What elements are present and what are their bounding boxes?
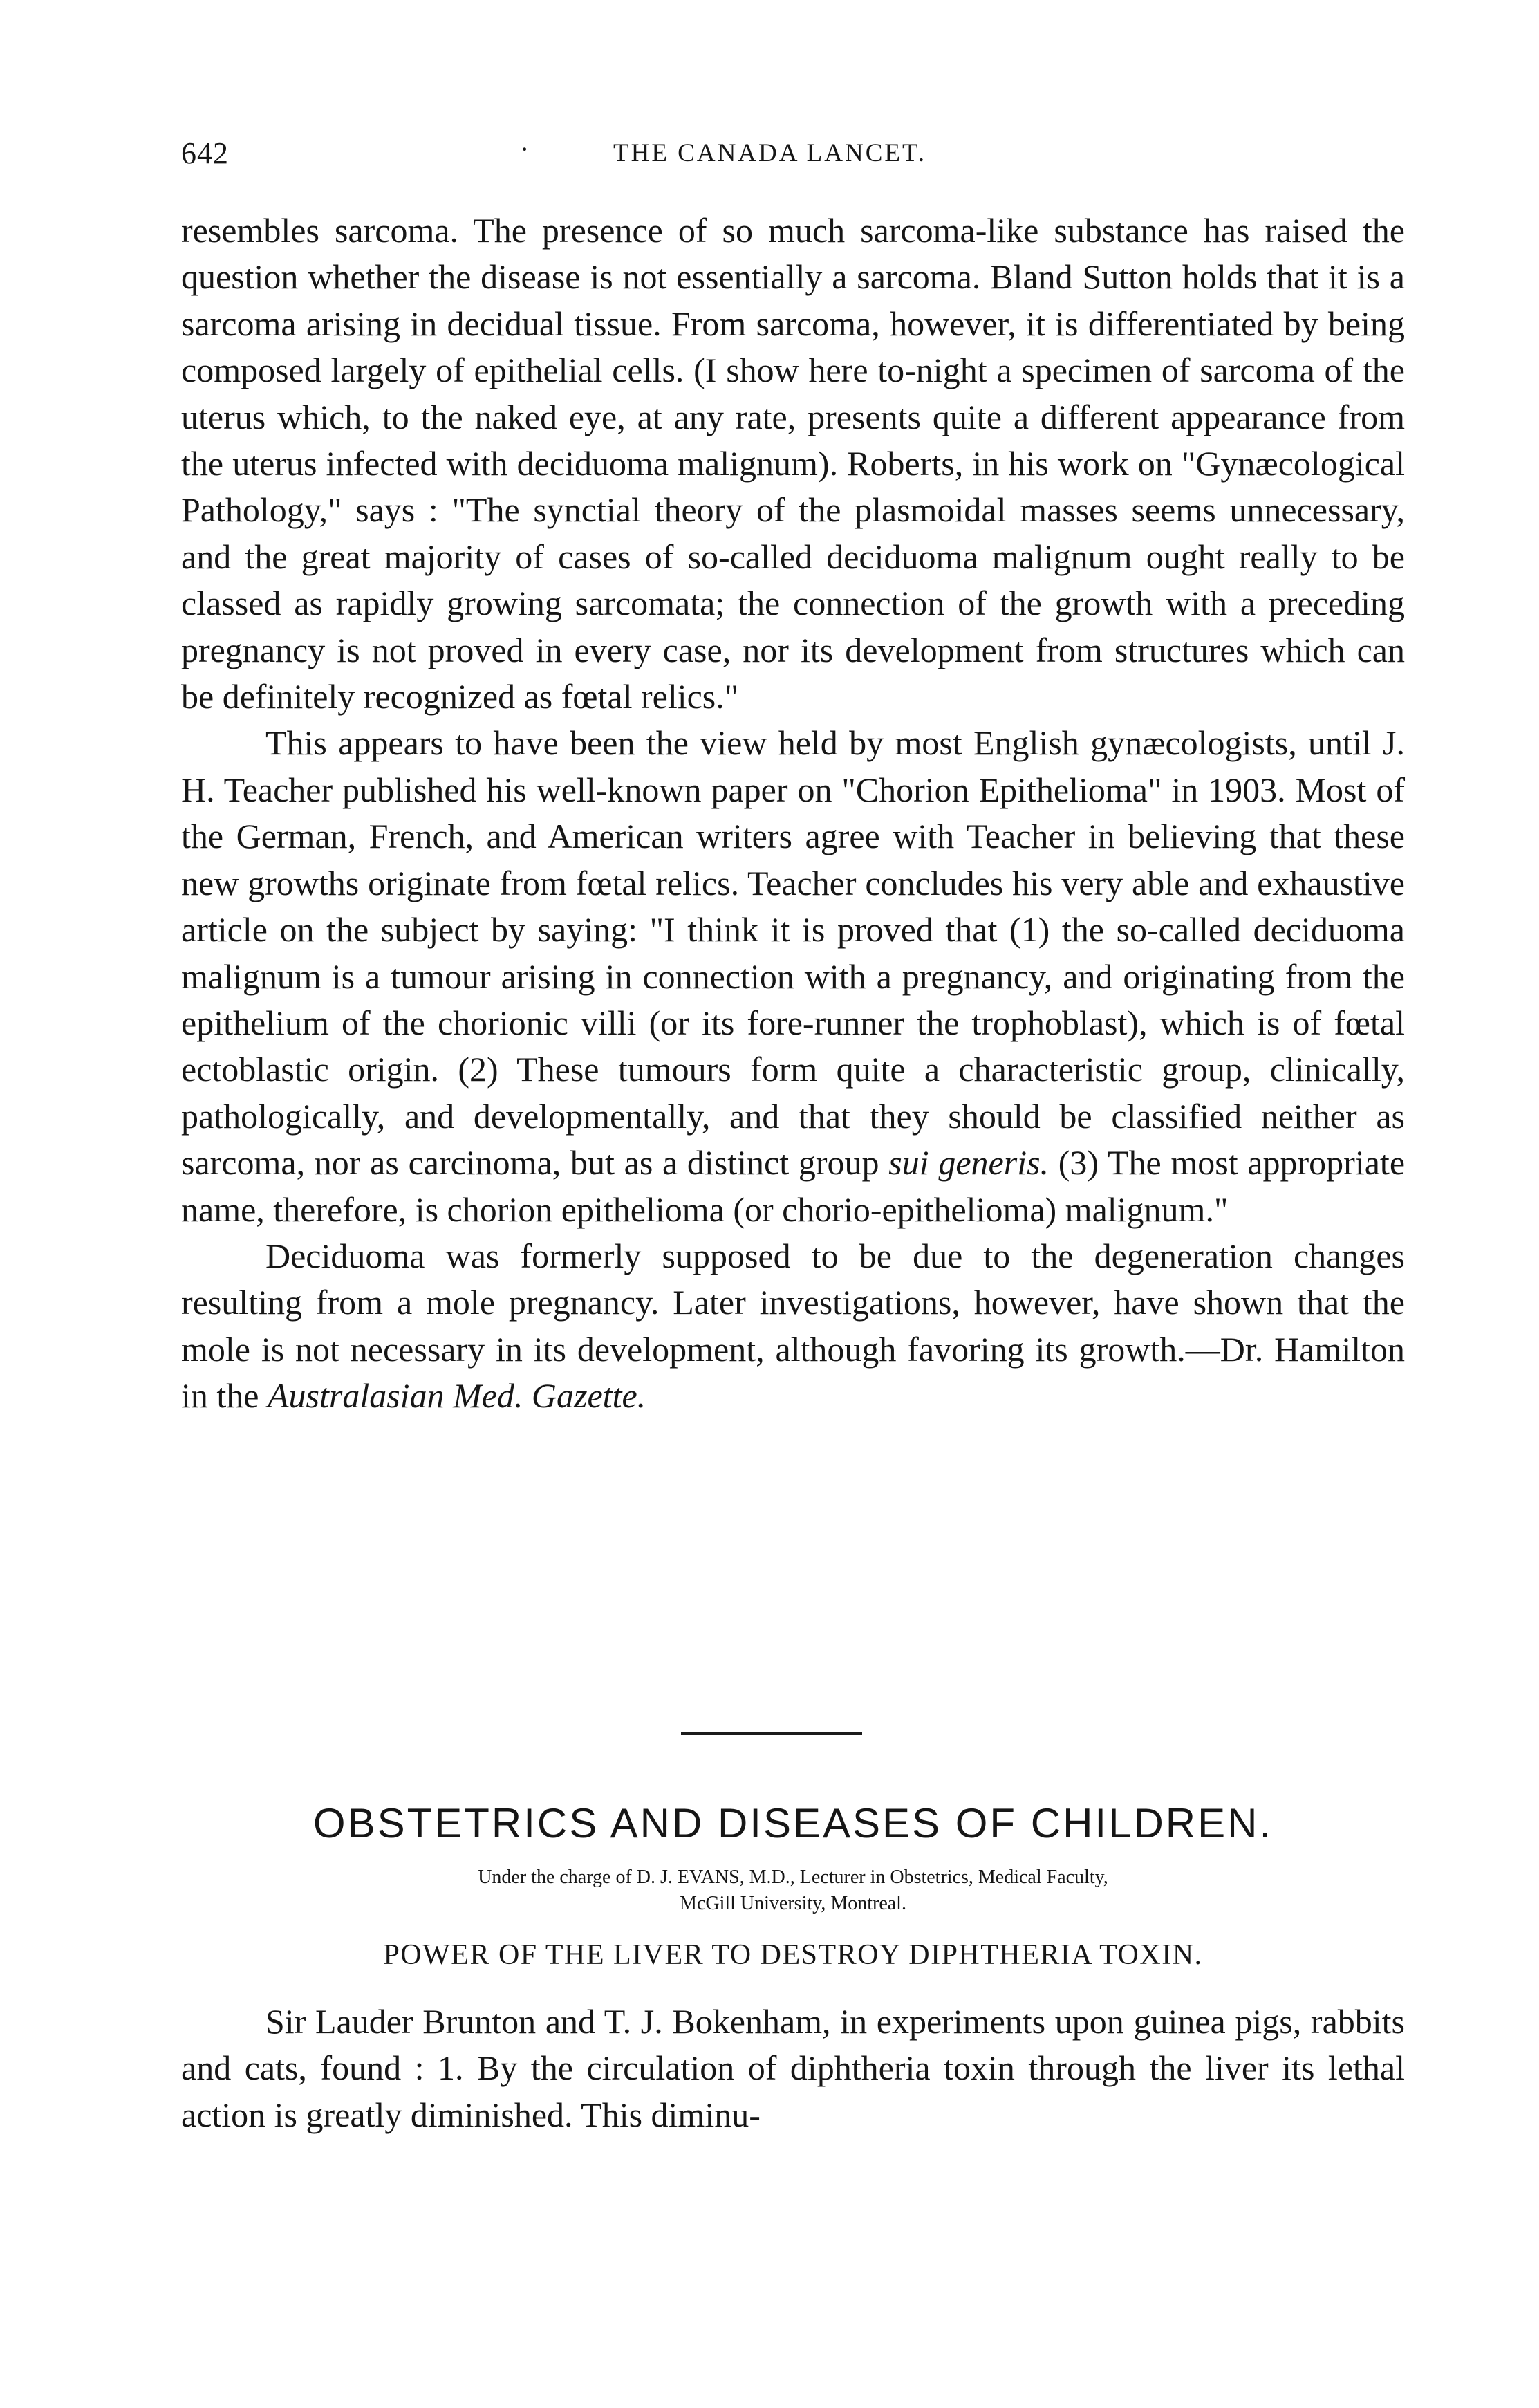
paragraph-sarcoma: resembles sarcoma. The presence of so much sarcoma-like substance has raised the question whether the disease is not essentially a sarcoma. Bland Sutton holds that it is a sarcoma arising in decidual tissue. From sarcoma, however, it is differentiated by being composed largely of epithelial cells. (I show here to-night a specimen of sarcoma of the uterus which, to the naked eye, at any rate, presents quite a different appearance from the uterus infected with deciduoma malignum). Roberts, in his work on "Gynæcological Pathology," says : "The synctial theory of the plasmoidal masses seems unnecessary, and the great majority of cases of so-called deciduoma malignum ought really to be classed as rapidly growing sarcomata; the connection of the growth with a preceding pregnancy is not proved in every case, nor its development from structures which can be definitely recognized as fœtal relics."	[181, 211, 1405, 716]
paragraph-teacher-end: (3) The most appropriate name, therefore, is chorion epithelioma (or chorio-epithelioma) malignum."	[181, 1143, 1406, 1229]
editor-note-line-1: Under the charge of D. J. EVANS, M.D., Lecturer in Obstetrics, Medical Faculty,	[478, 1867, 1108, 1888]
article-heading: POWER OF THE LIVER TO DESTROY DIPHTHERIA TOXIN.	[383, 1939, 1203, 1971]
paragraph-deciduoma-text: Deciduoma was formerly supposed to be due to the degeneration changes resulting from a mole pregnancy. Later investigations, however, have shown that the mole is not necessary in its development, although favoring its growth.—Dr. Hamilton in the	[181, 1236, 1405, 1416]
article-continuation	[181, 207, 1405, 1420]
paragraph-teacher-text: This appears to have been the view held by most English gynæcologists, until J. H. Teacher published his well-known paper on "Chorion Epithelioma" in 1903. Most of the German, French, and American writers agree with Teacher in believing that these new growths originate from fœtal relics. Teacher concludes his very able and exhaustive article on the subject by saying: "I think it is proved that (1) the so-called deciduoma malignum is a tumour arising in connection with a pregnancy, and originating from the epithelium of the chorionic villi (or its fore-runner the trophoblast), which is of fœtal ectoblastic origin. (2) These tumours form quite a characteristic group, clinically, pathologically, and developmentally, and that they should be classified neither as sarcoma, nor as carcinoma, but as a distinct group	[181, 723, 1405, 1183]
section-divider	[681, 1732, 862, 1735]
paragraph-teacher	[181, 720, 1405, 1232]
page-number: 642	[181, 136, 229, 170]
running-head	[181, 133, 1412, 177]
editor-note-line-2: McGill University, Montreal.	[680, 1893, 906, 1914]
section-editor-note	[181, 1864, 1405, 1917]
running-head-separator: ·	[520, 133, 530, 165]
journal-title: THE CANADA LANCET.	[613, 139, 927, 167]
paragraph-deciduoma	[181, 1233, 1405, 1420]
article-body	[181, 1999, 1405, 2138]
section-heading: OBSTETRICS AND DISEASES OF CHILDREN.	[313, 1800, 1274, 1846]
italic-sui-generis: sui generis.	[888, 1143, 1050, 1183]
italic-citation: Australasian Med. Gazette.	[267, 1376, 646, 1416]
paragraph-liver-toxin: Sir Lauder Brunton and T. J. Bokenham, in experiments upon guinea pigs, rabbits and cats, found : 1. By the circulation of diphtheria toxin through the liver its lethal action is greatly diminished. This diminu-	[181, 2002, 1405, 2134]
